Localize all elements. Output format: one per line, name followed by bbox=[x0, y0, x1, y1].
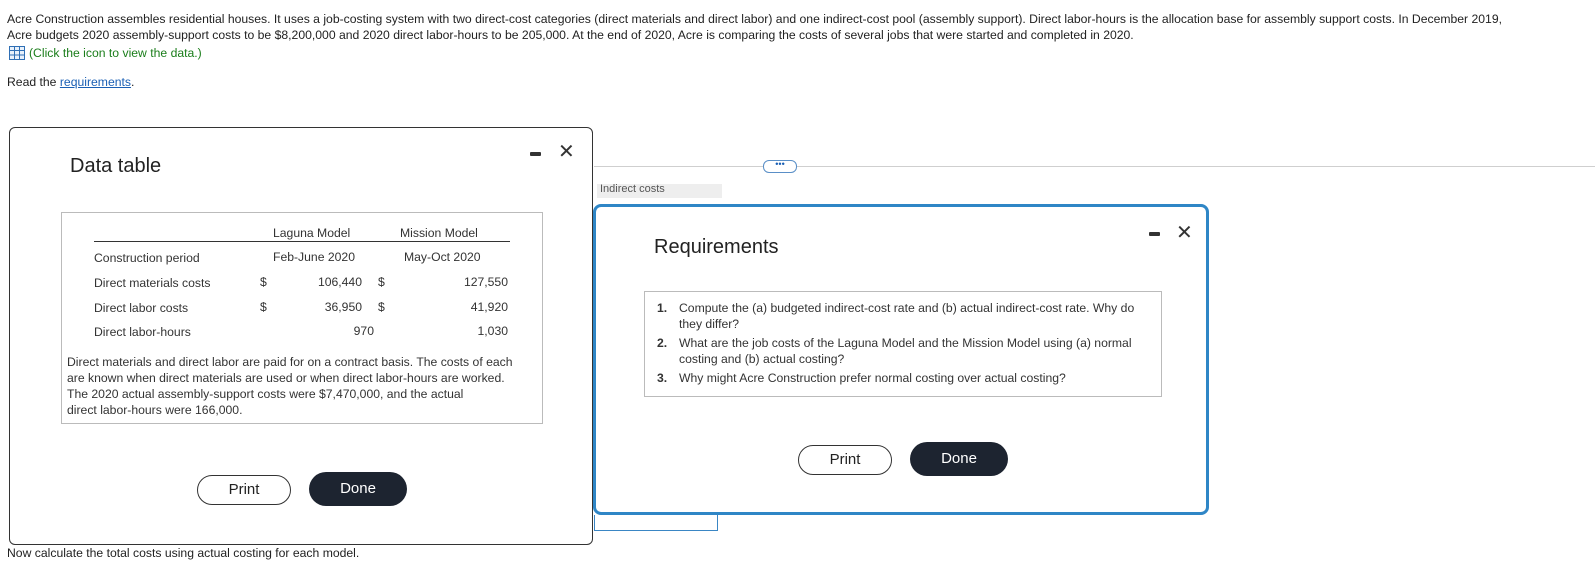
dialog-title: Requirements bbox=[654, 236, 779, 258]
instruction-text: Now calculate the total costs using actual costing for each model. bbox=[7, 546, 360, 560]
table-grid-icon[interactable] bbox=[9, 46, 25, 60]
expand-more-button[interactable]: ••• bbox=[763, 160, 797, 173]
note-line: direct labor-hours were 166,000. bbox=[67, 403, 243, 417]
indirect-costs-label: Indirect costs bbox=[600, 184, 665, 195]
table-cell: Feb-June 2020 bbox=[273, 250, 355, 264]
section-divider bbox=[594, 166, 1595, 167]
table-cell: 36,950 bbox=[324, 300, 362, 314]
data-table-dialog bbox=[9, 127, 593, 545]
print-button[interactable]: Print bbox=[798, 445, 892, 475]
indirect-costs-header bbox=[597, 184, 722, 198]
close-icon[interactable]: ✕ bbox=[558, 141, 575, 163]
currency-symbol: $ bbox=[378, 275, 385, 289]
table-cell: May-Oct 2020 bbox=[404, 250, 481, 264]
view-data-label[interactable]: (Click the icon to view the data.) bbox=[29, 46, 202, 60]
read-suffix: . bbox=[131, 75, 135, 89]
read-prefix: Read the bbox=[7, 75, 60, 89]
print-button[interactable]: Print bbox=[197, 475, 291, 505]
requirements-list-box bbox=[644, 291, 1162, 397]
problem-line-1: Acre Construction assembles residential houses. It uses a job-costing system with two direct-cost categories (direct materials and direct labor) and one indirect-cost pool (assembly support). Direct labor-hours is the allocation base for assembly support costs. In December 2019, bbox=[7, 12, 1502, 26]
requirement-item bbox=[657, 300, 1155, 332]
problem-line-2: Acre budgets 2020 assembly-support costs to be $8,200,000 and 2020 direct labor-hours to be 205,000. At the end of 2020, Acre is comparing the costs of several jobs that were started and completed in 2020. bbox=[7, 27, 1134, 42]
row-label: Direct labor costs bbox=[94, 301, 189, 315]
done-button[interactable]: Done bbox=[910, 442, 1008, 476]
table-cell: 106,440 bbox=[317, 275, 362, 289]
table-cell: 1,030 bbox=[477, 324, 508, 338]
requirement-item bbox=[657, 335, 1155, 367]
requirement-text: Compute the (a) budgeted indirect-cost rate and (b) actual indirect-cost rate. Why do they differ? bbox=[679, 301, 1135, 331]
note-line: are known when direct materials are used or when direct labor-hours are worked. bbox=[67, 371, 505, 385]
requirement-item bbox=[657, 370, 1155, 386]
data-notes bbox=[67, 354, 539, 418]
row-label: Direct labor-hours bbox=[94, 325, 191, 339]
problem-statement bbox=[7, 12, 1595, 43]
requirement-number: 1. bbox=[657, 301, 668, 315]
close-icon[interactable]: ✕ bbox=[1176, 222, 1193, 244]
answer-table-edge bbox=[594, 515, 718, 531]
read-requirements-line bbox=[7, 75, 134, 89]
currency-symbol: $ bbox=[378, 300, 385, 314]
table-cell: 970 bbox=[353, 324, 374, 338]
requirement-text: What are the job costs of the Laguna Model and the Mission Model using (a) normal costing and (b) actual costing? bbox=[679, 336, 1132, 366]
column-header: Laguna Model bbox=[273, 226, 351, 240]
requirement-text: Why might Acre Construction prefer normal costing over actual costing? bbox=[679, 371, 1066, 385]
requirements-dialog bbox=[593, 204, 1209, 515]
minimize-icon[interactable] bbox=[1149, 232, 1160, 236]
row-label: Construction period bbox=[94, 251, 200, 265]
note-line: Direct materials and direct labor are paid for on a contract basis. The costs of each bbox=[67, 355, 513, 369]
currency-symbol: $ bbox=[260, 300, 267, 314]
currency-symbol: $ bbox=[260, 275, 267, 289]
table-cell: 41,920 bbox=[470, 300, 508, 314]
dialog-title: Data table bbox=[70, 155, 162, 177]
data-table bbox=[61, 212, 543, 424]
table-cell: 127,550 bbox=[463, 275, 508, 289]
requirements-list bbox=[657, 300, 1155, 389]
minimize-icon[interactable] bbox=[530, 152, 541, 156]
header-rule bbox=[94, 241, 510, 242]
requirement-number: 3. bbox=[657, 371, 668, 385]
requirement-number: 2. bbox=[657, 336, 668, 350]
note-line: The 2020 actual assembly-support costs were $7,470,000, and the actual bbox=[67, 387, 464, 401]
column-header: Mission Model bbox=[400, 226, 478, 240]
view-data-link[interactable] bbox=[9, 46, 202, 60]
done-button[interactable]: Done bbox=[309, 472, 407, 506]
row-label: Direct materials costs bbox=[94, 276, 211, 290]
requirements-link[interactable]: requirements bbox=[59, 75, 131, 89]
